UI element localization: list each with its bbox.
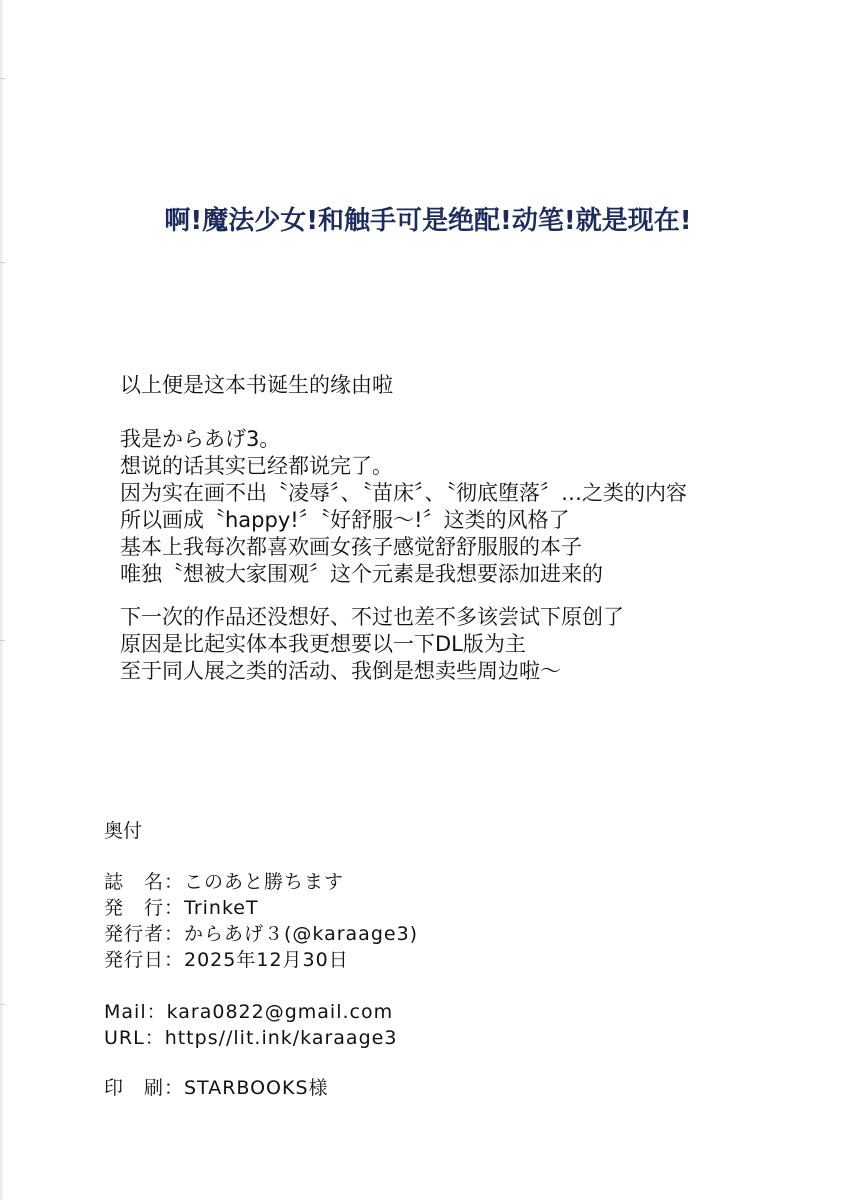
scan-mark bbox=[0, 78, 5, 79]
text-line: 我是からあげ3。 bbox=[120, 427, 281, 451]
text-line: 唯独〝想被大家围观〞这个元素是我想要添加进来的 bbox=[120, 562, 603, 586]
scan-mark bbox=[0, 262, 5, 263]
colophon-publisher: 発 行：TrinkeT bbox=[104, 897, 259, 919]
colophon-printer: 印 刷：STARBOOKS様 bbox=[104, 1077, 329, 1099]
scan-mark bbox=[0, 1004, 5, 1005]
contact-url: URL：https//lit.ink/karaage3 bbox=[104, 1027, 398, 1049]
colophon-contact bbox=[104, 999, 704, 1051]
colophon-author: 発行者：からあげ３(@karaage3) bbox=[104, 923, 419, 945]
afterword-paragraph-3 bbox=[120, 604, 760, 685]
text-line: 以上便是这本书诞生的缘由啦 bbox=[120, 373, 393, 397]
scan-edge bbox=[0, 0, 4, 1200]
colophon-date: 発行日：2025年12月30日 bbox=[104, 949, 349, 971]
afterword-paragraph-2 bbox=[120, 426, 760, 588]
afterword-paragraph-1 bbox=[120, 372, 760, 399]
text-line: 想说的话其实已经都说完了。 bbox=[120, 454, 393, 478]
contact-mail: Mail：kara0822@gmail.com bbox=[104, 1001, 394, 1023]
colophon-heading bbox=[104, 818, 704, 844]
text-line: 至于同人展之类的活动、我倒是想卖些周边啦～ bbox=[120, 659, 561, 683]
text-line: 所以画成〝happy!〞〝好舒服～!〞这类的风格了 bbox=[120, 508, 570, 532]
page-title: 啊!魔法少女!和触手可是绝配!动笔!就是现在! bbox=[164, 206, 692, 236]
text-line: 原因是比起实体本我更想要以一下DL版为主 bbox=[120, 632, 526, 656]
colophon-magazine-name: 誌 名：このあと勝ちます bbox=[104, 871, 345, 893]
colophon-title: 奥付 bbox=[104, 820, 143, 842]
text-line: 因为实在画不出〝凌辱〞、〝苗床〞、〝彻底堕落〞…之类的内容 bbox=[120, 481, 687, 505]
text-line: 基本上我每次都喜欢画女孩子感觉舒舒服服的本子 bbox=[120, 535, 582, 559]
scan-mark bbox=[0, 640, 5, 641]
colophon-printer-block bbox=[104, 1075, 704, 1101]
text-line: 下一次的作品还没想好、不过也差不多该尝试下原创了 bbox=[120, 605, 624, 629]
colophon-info bbox=[104, 869, 704, 973]
